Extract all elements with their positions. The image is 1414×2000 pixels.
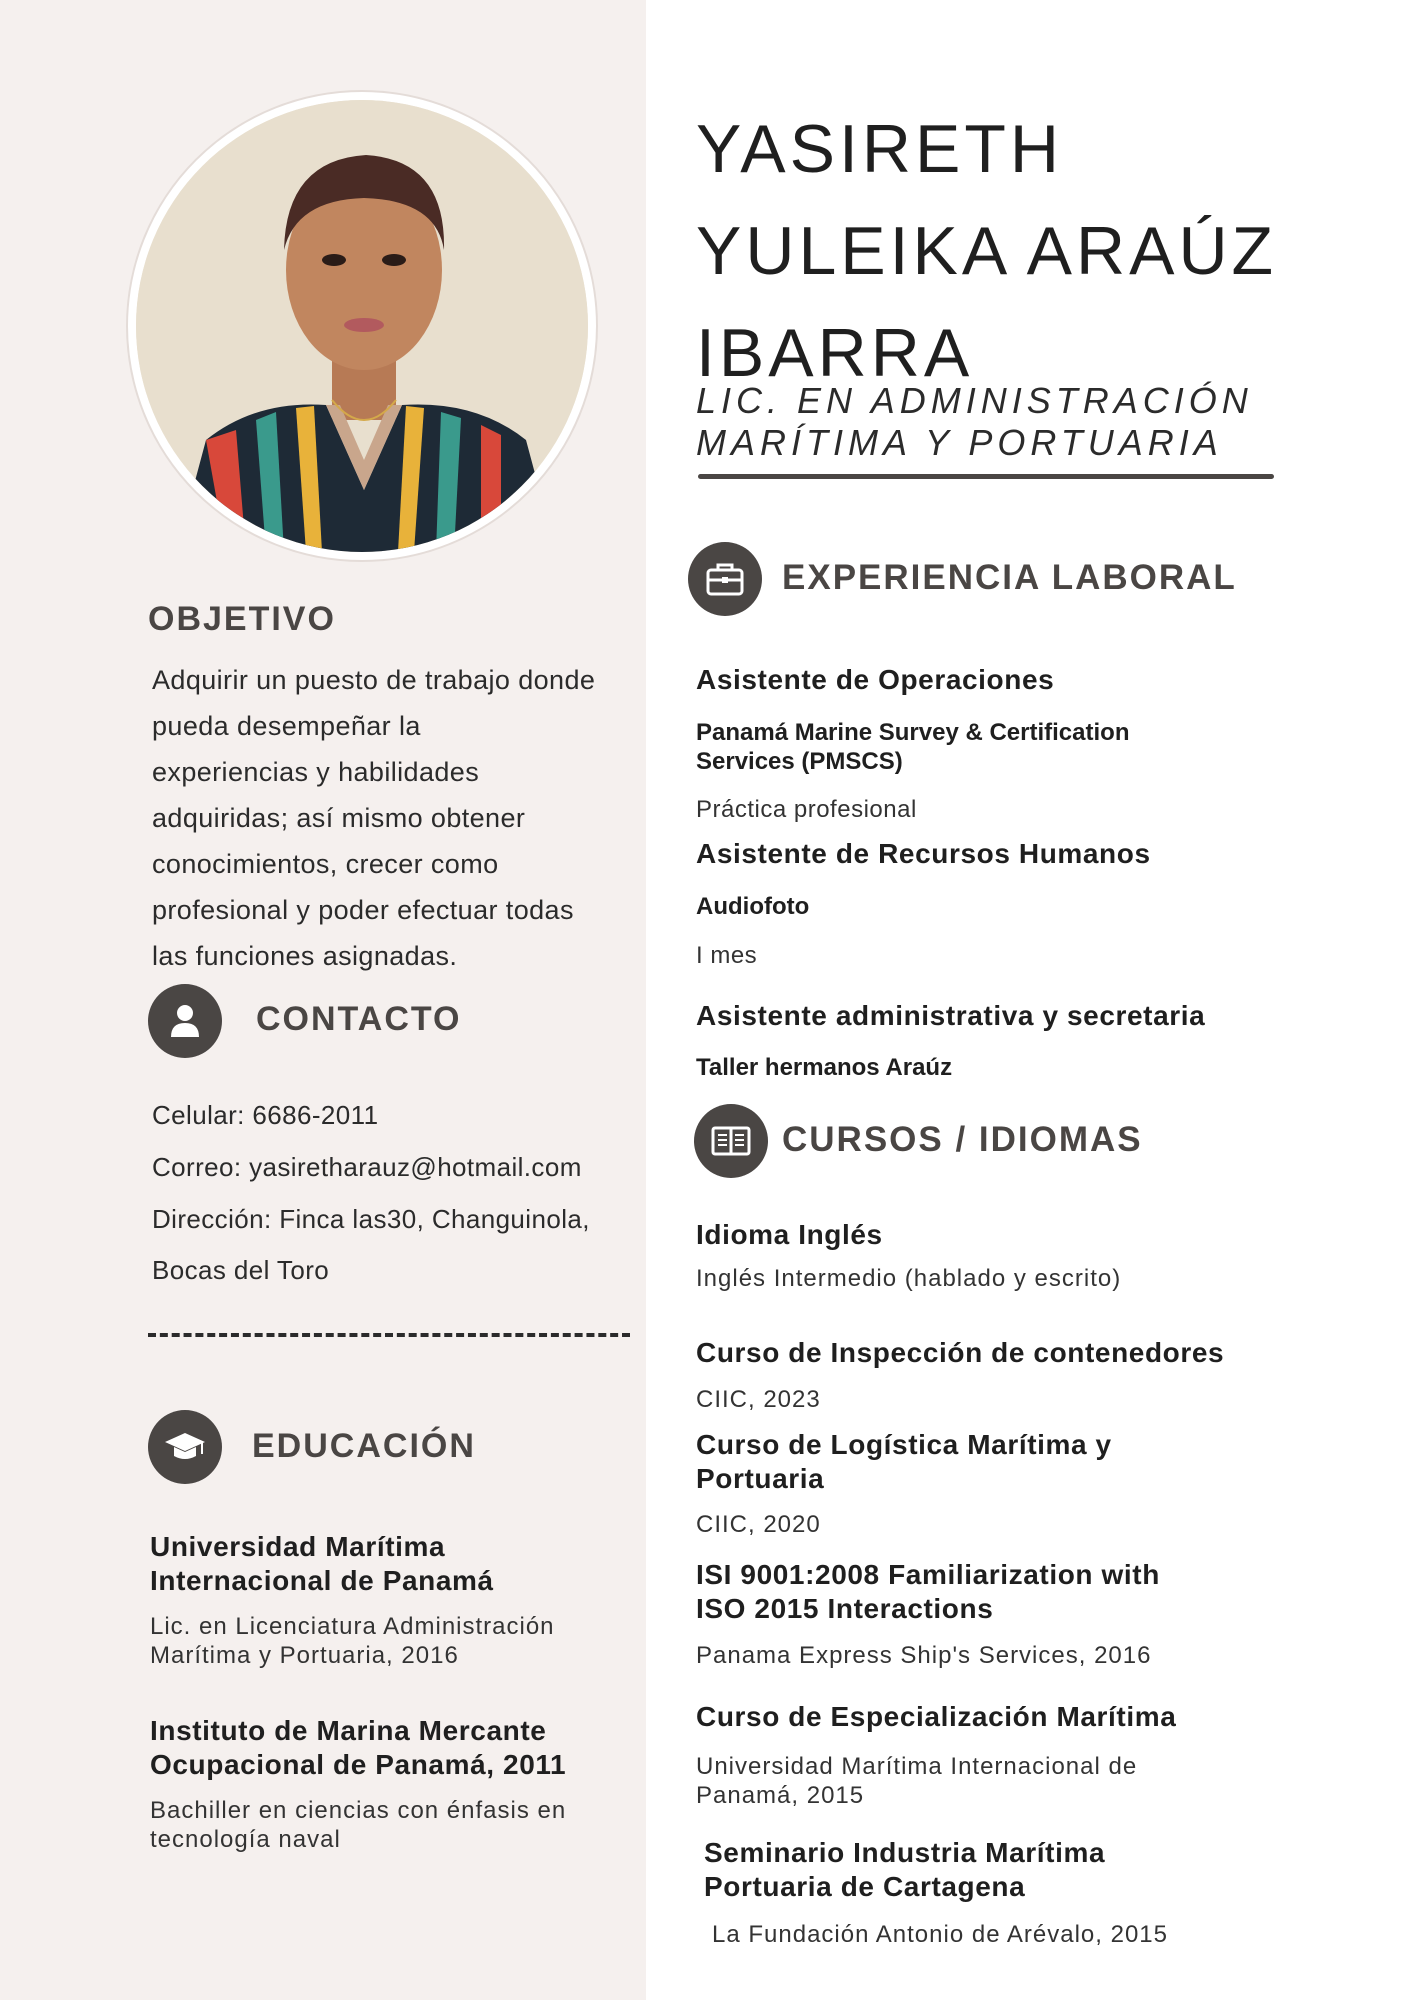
full-name	[696, 98, 1336, 404]
job-note: I mes	[696, 942, 758, 969]
education-school-line: Ocupacional de Panamá, 2011	[150, 1749, 567, 1780]
course-detail	[696, 1510, 1296, 1539]
name-line: YULEIKA ARAÚZ	[696, 213, 1278, 289]
course-detail-line: CIIC, 2023	[696, 1386, 821, 1413]
course-detail-line: Inglés Intermedio (hablado y escrito)	[696, 1265, 1122, 1292]
subtitle-line: LIC. EN ADMINISTRACIÓN	[696, 380, 1253, 421]
experience-heading: EXPERIENCIA LABORAL	[782, 558, 1237, 597]
contact-phone: Celular: 6686-2011	[152, 1100, 379, 1130]
course-title-line: ISI 9001:2008 Familiarization with	[696, 1559, 1160, 1590]
course-title-line: ISO 2015 Interactions	[696, 1593, 994, 1624]
objective-line: profesional y poder efectuar todas	[152, 895, 574, 925]
book-icon	[694, 1104, 768, 1178]
objective-heading: OBJETIVO	[148, 600, 336, 638]
course-detail	[696, 1264, 1296, 1293]
course-title	[696, 1218, 1296, 1252]
contact-email: Correo: yasiretharauz@hotmail.com	[152, 1152, 582, 1182]
course-title-line: Seminario Industria Marítima	[704, 1837, 1106, 1868]
job-subtitle	[696, 380, 1253, 464]
education-school	[150, 1714, 620, 1782]
course-detail-line: La Fundación Antonio de Arévalo, 2015	[712, 1921, 1168, 1948]
course-title-line: Idioma Inglés	[696, 1219, 883, 1250]
course-title-line: Portuaria	[696, 1463, 825, 1494]
course-detail	[696, 1752, 1296, 1810]
job-title: Asistente de Recursos Humanos	[696, 838, 1151, 869]
education-detail-line: Bachiller en ciencias con énfasis en	[150, 1797, 567, 1824]
profile-photo-illustration	[136, 100, 588, 552]
course-detail-line: Panamá, 2015	[696, 1782, 865, 1809]
course-title	[696, 1558, 1296, 1626]
course-detail	[696, 1385, 1296, 1414]
objective-line: experiencias y habilidades	[152, 757, 480, 787]
course-detail	[696, 1641, 1296, 1670]
profile-photo	[128, 92, 596, 560]
job-company: Taller hermanos Araúz	[696, 1054, 953, 1081]
course-title-line: Curso de Inspección de contenedores	[696, 1337, 1225, 1368]
course-detail-line: CIIC, 2020	[696, 1511, 821, 1538]
objective-line: conocimientos, crecer como	[152, 849, 499, 879]
section-divider	[148, 1333, 630, 1337]
course-title	[696, 1700, 1296, 1734]
job-company: Audiofoto	[696, 893, 810, 920]
objective-line: adquiridas; así mismo obtener	[152, 803, 526, 833]
objective-line: Adquirir un puesto de trabajo donde	[152, 665, 596, 695]
contact-address-line2: Bocas del Toro	[152, 1255, 330, 1285]
education-detail	[150, 1612, 620, 1670]
education-school-line: Instituto de Marina Mercante	[150, 1715, 547, 1746]
job-title: Asistente administrativa y secretaria	[696, 1000, 1206, 1031]
objective-line: pueda desempeñar la	[152, 711, 421, 741]
job-company-line: Panamá Marine Survey & Certification	[696, 719, 1130, 746]
job-company	[696, 718, 1256, 776]
course-title	[704, 1836, 1304, 1904]
course-detail-line: Panama Express Ship's Services, 2016	[696, 1642, 1152, 1669]
education-school-line: Internacional de Panamá	[150, 1565, 494, 1596]
education-detail-line: tecnología naval	[150, 1826, 341, 1853]
subtitle-line: MARÍTIMA Y PORTUARIA	[696, 422, 1223, 463]
objective-line: las funciones asignadas.	[152, 941, 458, 971]
job-note: Práctica profesional	[696, 796, 917, 823]
course-title-line: Portuaria de Cartagena	[704, 1871, 1026, 1902]
course-title-line: Curso de Especialización Marítima	[696, 1701, 1177, 1732]
education-detail-line: Marítima y Portuaria, 2016	[150, 1642, 459, 1669]
job-title: Asistente de Operaciones	[696, 664, 1055, 695]
education-heading: EDUCACIÓN	[252, 1427, 476, 1465]
graduation-cap-icon	[148, 1410, 222, 1484]
job-company-line: Services (PMSCS)	[696, 748, 903, 775]
objective-text	[152, 657, 632, 979]
contact-heading: CONTACTO	[256, 1000, 462, 1038]
course-title	[696, 1428, 1296, 1496]
education-school-line: Universidad Marítima	[150, 1531, 446, 1562]
name-line: IBARRA	[696, 315, 974, 391]
name-line: YASIRETH	[696, 111, 1064, 187]
education-detail	[150, 1796, 620, 1854]
person-icon	[148, 984, 222, 1058]
course-detail	[712, 1920, 1312, 1949]
briefcase-icon	[688, 542, 762, 616]
header-rule	[698, 474, 1274, 479]
education-school	[150, 1530, 620, 1598]
education-detail-line: Lic. en Licenciatura Administración	[150, 1613, 555, 1640]
course-title	[696, 1336, 1296, 1370]
contact-address-line1: Dirección: Finca las30, Changuinola,	[152, 1204, 590, 1234]
course-title-line: Curso de Logística Marítima y	[696, 1429, 1112, 1460]
course-detail-line: Universidad Marítima Internacional de	[696, 1753, 1138, 1780]
courses-heading: CURSOS / IDIOMAS	[782, 1120, 1143, 1159]
